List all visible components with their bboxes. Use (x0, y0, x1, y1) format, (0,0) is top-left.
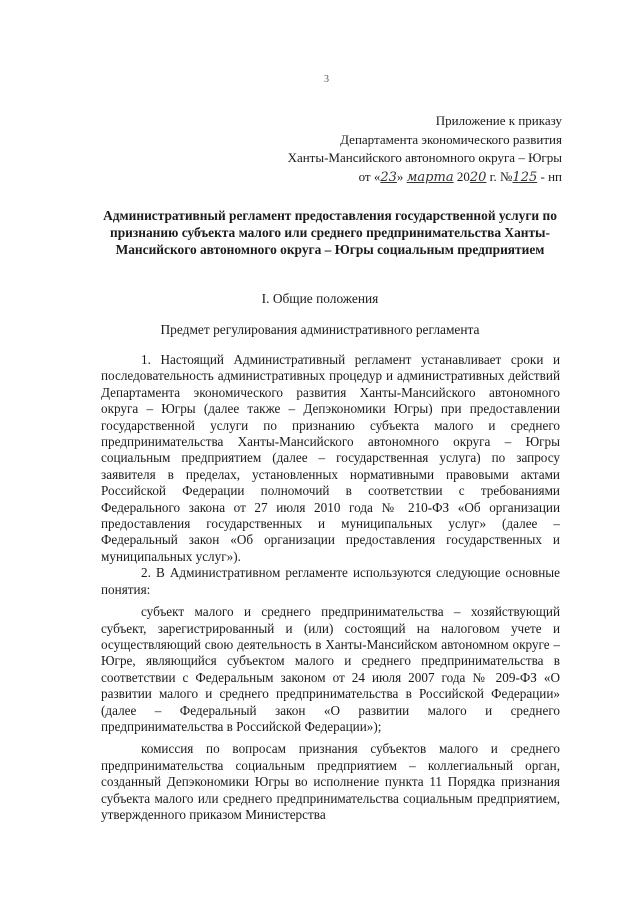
approval-line-2: Департамента экономического развития (340, 131, 562, 147)
handwritten-day: 23 (380, 169, 397, 185)
handwritten-number: 125 (512, 169, 538, 185)
number-suffix: - нп (540, 168, 562, 184)
subsection-heading: Предмет регулирования административного регламента (160, 322, 480, 337)
paragraph: 1. Настоящий Административный регламент устанавливает сроки и последовательность административных процедур и административных действий Департамента экономического развития Ханты-Мансийского автономного округа – Югры (далее также – Депэкономики Югры) при предоставлении государственной услуги по признанию субъекта малого и среднего предпринимательства Ханты-Мансийского автономного округа – Югры социальным предприятием (далее – государственная услуга) по запросу заявителя в пределах, установленных нормативными правовыми актами Российской Федерации полномочий в соответствии с требованиями Федерального закона от 27 июля 2010 года № 210-ФЗ «Об организации предоставления государственных и муниципальных услуг» (далее – Федеральный закон «Об организации предоставления государственных и муниципальных услуг»). (101, 352, 560, 564)
approval-date-line (288, 168, 562, 188)
approval-line-3: Ханты-Мансийского автономного округа – Югры (287, 150, 562, 165)
section-heading: I. Общие положения (261, 291, 379, 306)
handwritten-month: марта (406, 169, 454, 185)
year-prefix: 20 (456, 168, 470, 184)
number-prefix: г. № (489, 168, 513, 184)
document-body (101, 352, 560, 823)
handwritten-year: 20 (469, 169, 487, 185)
page-number: 3 (324, 74, 329, 85)
date-prefix: от « (358, 168, 381, 184)
approval-stamp-block (288, 112, 562, 187)
paragraph: 2. В Административном регламенте используются следующие основные понятия: (101, 565, 560, 597)
date-mid: » (396, 168, 404, 184)
approval-line-1: Приложение к приказу (435, 113, 562, 128)
paragraph: субъект малого и среднего предпринимательства – хозяйствующий субъект, зарегистрированный и (или) состоящий на налоговом учете и осуществляющий свою деятельность в Ханты-Мансийском автономном округе – Югре, являющийся субъектом малого и среднего предпринимательства в соответствии с Федеральным законом от 24 июля 2007 года № 209-ФЗ «О развитии малого и среднего предпринимательства в Российской Федерации» (далее – Федеральный закон «О развитии малого и среднего предпринимательства в Российской Федерации»); (101, 604, 560, 734)
paragraph: комиссия по вопросам признания субъектов малого и среднего предпринимательства социальным предприятием – коллегиальный орган, созданный Депэкономики Югры во исполнение пункта 11 Порядка признания субъекта малого или среднего предпринимательства социальным предприятием, утвержденного приказом Министерства (101, 741, 560, 822)
document-title: Административный регламент предоставления государственной услуги по признанию субъекта малого или среднего предпринимательства Ханты-Мансийского автономного округа – Югры социальным предприятием (103, 208, 557, 257)
